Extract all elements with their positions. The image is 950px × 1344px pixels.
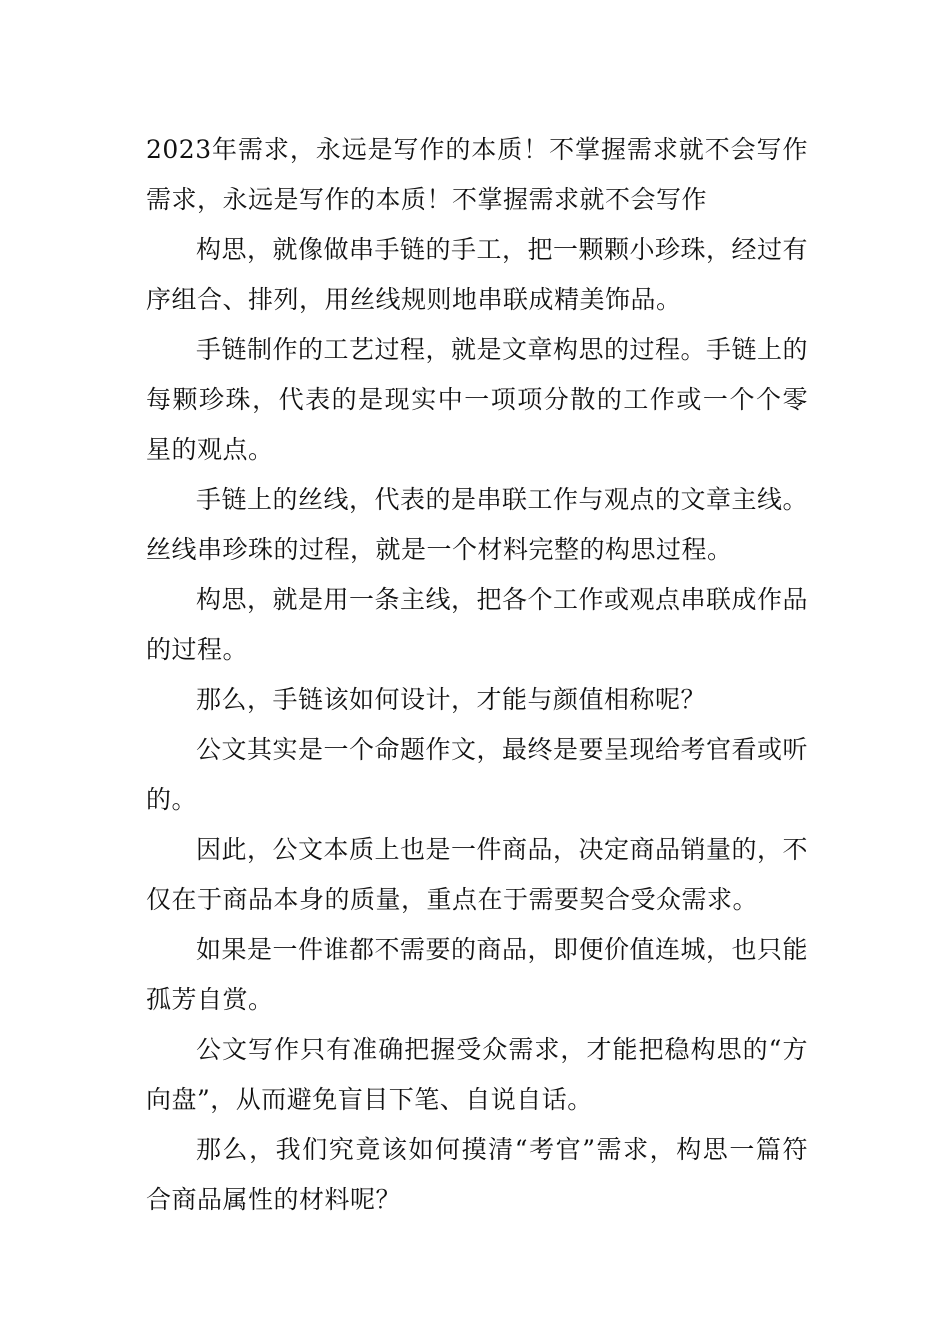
- document-page: [146, 125, 808, 1225]
- document-title: 2023年需求，永远是写作的本质！不掌握需求就不会写作需求，永远是写作的本质！不掌握需求就不会写作: [146, 135, 808, 214]
- paragraph-3: 手链上的丝线，代表的是串联工作与观点的文章主线。丝线串珍珠的过程，就是一个材料完整的构思过程。: [146, 485, 809, 564]
- paragraph-7: 因此，公文本质上也是一件商品，决定商品销量的，不仅在于商品本身的质量，重点在于需要契合受众需求。: [146, 835, 809, 914]
- paragraph-10: 那么，我们究竟该如何摸清“考官”需求，构思一篇符合商品属性的材料呢？: [146, 1135, 808, 1214]
- paragraph-4: 构思，就是用一条主线，把各个工作或观点串联成作品的过程。: [146, 585, 809, 664]
- paragraph-9: 公文写作只有准确把握受众需求，才能把稳构思的“方向盘”，从而避免盲目下笔、自说自话。: [146, 1035, 808, 1114]
- paragraph-5: 那么，手链该如何设计，才能与颜值相称呢？: [196, 685, 707, 714]
- paragraph-1: 构思，就像做串手链的手工，把一颗颗小珍珠，经过有序组合、排列，用丝线规则地串联成精美饰品。: [146, 235, 809, 314]
- paragraph-2: 手链制作的工艺过程，就是文章构思的过程。手链上的每颗珍珠，代表的是现实中一项项分散的工作或一个个零星的观点。: [146, 335, 809, 464]
- paragraph-6: 公文其实是一个命题作文，最终是要呈现给考官看或听的。: [146, 735, 809, 814]
- paragraph-8: 如果是一件谁都不需要的商品，即便价值连城，也只能孤芳自赏。: [146, 935, 809, 1014]
